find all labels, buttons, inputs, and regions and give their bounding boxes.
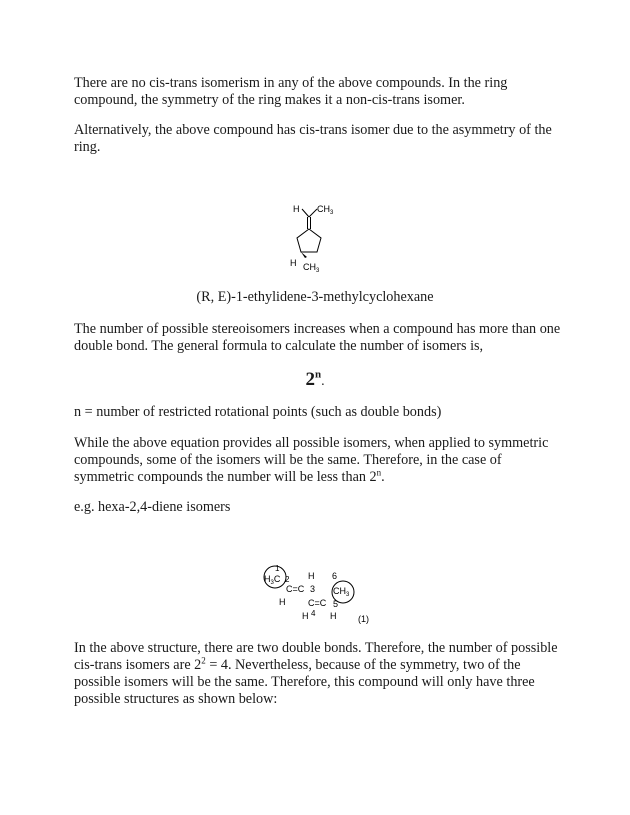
num-1: 1 — [275, 564, 280, 573]
atom-ch3-top: $CH_3$ — [317, 204, 334, 216]
atom-h-c: H — [302, 611, 309, 621]
paragraph-double-bonds — [74, 640, 564, 708]
num-5: 5 — [333, 599, 339, 609]
figure-caption: (R, E)-1-ethylidene-3-methylcyclohexane — [196, 289, 434, 305]
paragraph-stereoisomers: The number of possible stereoisomers increases when a compound has more than one double bond. The general formula to calculate the number of isomers is, — [74, 321, 561, 354]
formula-base: 2 — [305, 369, 315, 390]
paragraph-symmetric — [74, 435, 564, 486]
example-label: e.g. hexa-2,4-diene isomers — [74, 499, 231, 515]
paragraph-double-bonds-part2: = 4. Nevertheless, because of the symmetry, two of the possible isomers will be the same. Therefore, this compound will only have three possible structures as shown below: — [74, 657, 535, 707]
num-3: 3 — [310, 584, 316, 594]
formula-exponent: n — [314, 368, 322, 381]
c-eq-c-1: C=C — [286, 584, 305, 594]
atom-h-bottom: H — [290, 258, 297, 268]
paragraph-double-bonds-sup: 2 — [201, 655, 206, 666]
bond-ch3 — [309, 209, 317, 217]
formula-period: . — [321, 374, 325, 389]
num-6: 6 — [332, 571, 338, 581]
structure-label: (1) — [358, 614, 369, 624]
bond-h — [302, 209, 309, 217]
paragraph-symmetric-sup: n — [376, 467, 382, 478]
num-2: 2 — [285, 575, 290, 584]
atom-h-a: H — [308, 571, 315, 581]
atom-ch3-bottom: $CH_3$ — [303, 262, 320, 274]
paragraph-symmetric-text: While the above equation provides all possible isomers, when applied to symmetric compounds, some of the isomers will be the same. Therefore, in the case of symmetric compounds the number will be less than 2 — [74, 435, 549, 485]
hexadiene-structure — [258, 560, 378, 625]
ethylidene-ring-structure — [280, 198, 350, 274]
paragraph-double-bonds-part1: In the above structure, there are two double bonds. Therefore, the number of possible cis-trans isomers are 2 — [74, 640, 558, 673]
paragraph-asymmetry: Alternatively, the above compound has cis-trans isomer due to the asymmetry of the ring. — [74, 122, 552, 155]
c-eq-c-2: C=C — [308, 598, 327, 608]
isomer-formula — [0, 369, 630, 393]
atom-h-d: H — [330, 611, 337, 621]
atom-h3c: $H_3C$ — [264, 574, 281, 586]
definition-n: n = number of restricted rotational points (such as double bonds) — [74, 404, 442, 420]
atom-ch3: $CH_3$ — [333, 586, 350, 598]
num-4: 4 — [311, 609, 316, 618]
atom-h-top: H — [293, 204, 300, 214]
paragraph-symmetric-end: . — [381, 469, 385, 485]
atom-h-b: H — [279, 597, 286, 607]
cyclopentane-ring — [297, 229, 321, 252]
wedge-bond — [301, 252, 307, 258]
paragraph-cis-trans-intro: There are no cis-trans isomerism in any of the above compounds. In the ring compound, the symmetry of the ring makes it a non-cis-trans isomer. — [74, 75, 508, 108]
